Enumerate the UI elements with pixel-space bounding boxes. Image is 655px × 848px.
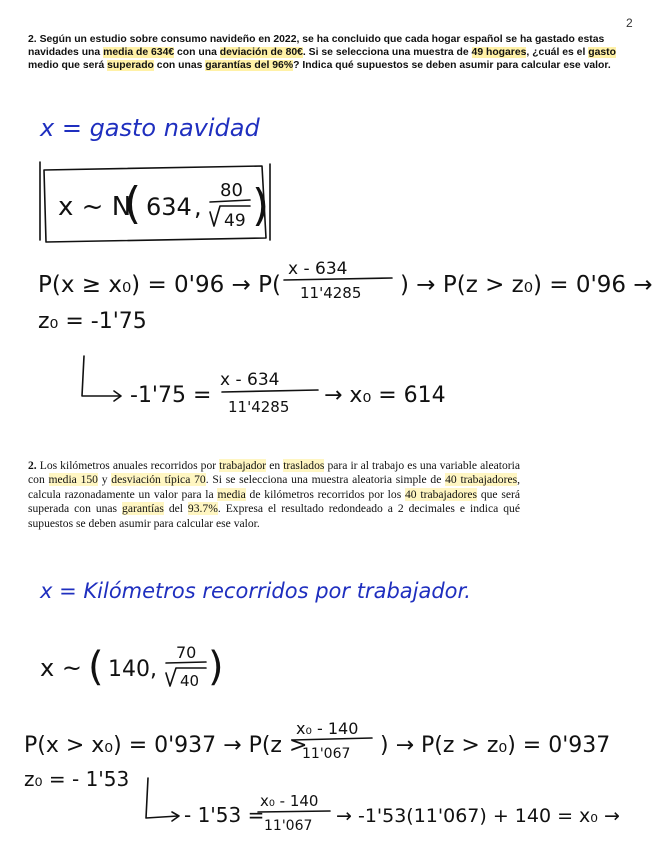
problem-1-statement <box>28 33 626 73</box>
probability-fraction-num-1: x - 634 <box>288 259 348 279</box>
highlight-40-trabajadores-2: 40 trabajadores <box>405 487 478 501</box>
distribution-mean-2: 140 <box>108 657 150 682</box>
distribution-prefix-1: x ~ N <box>58 192 132 222</box>
probability-equation-2-left: P(x > x₀) = 0'937 → P(z > <box>24 733 308 758</box>
handwritten-solution-1 <box>0 100 655 430</box>
distribution-mean-1: 634 <box>146 193 192 221</box>
open-paren: ( <box>124 178 142 229</box>
probability-fraction-den-1: 11'4285 <box>300 284 362 302</box>
problem-1-text: . Si se selecciona una muestra de <box>302 47 472 59</box>
problem-2-text: . Expresa el resultado redondeado a 2 decimales e indica qué supuestos se deben asumir para calcular ese valor. <box>28 502 520 530</box>
probability-equation-1-right: ) → P(z > z₀) = 0'96 → <box>400 272 653 298</box>
problem-2-text: de kilómetros recorridos por los <box>245 487 405 501</box>
distribution-prefix-2: x ~ <box>40 654 82 682</box>
close-paren-2: ) <box>208 644 224 690</box>
page-number: 2 <box>626 16 633 30</box>
problem-1-text: ? Indica qué supuestos se deben asumir para calcular ese valor. <box>293 60 611 72</box>
problem-2-text: . Si se selecciona una muestra aleatoria simple de <box>205 473 446 487</box>
highlight-desviacion: desviación típica 70 <box>111 473 206 487</box>
probability-fraction-den-2: 11'067 <box>302 746 351 762</box>
highlight-trabajador: trabajador <box>219 459 267 472</box>
problem-2-text: y <box>97 473 112 487</box>
highlight-sample-size: 49 hogares <box>471 47 527 59</box>
highlight-media-150: media 150 <box>48 473 98 487</box>
result-equation-1-right: → x₀ = 614 <box>324 383 446 408</box>
result-fraction-num-2: x₀ - 140 <box>260 792 319 810</box>
problem-2-text: , calcula razonadamente un valor para la <box>28 473 521 501</box>
handwritten-solution-2 <box>0 568 655 848</box>
variable-definition-2: x = Kilómetros recorridos por trabajador. <box>40 579 471 603</box>
highlight-garantias: garantías del 96% <box>205 60 294 72</box>
highlight-deviation: deviación de 80€ <box>219 47 303 59</box>
problem-1-text: , ¿cuál es el <box>526 47 589 59</box>
problem-2-statement <box>28 459 520 531</box>
problem-2-text: en <box>266 459 284 472</box>
problem-1-text: Según un estudio sobre consumo navideño en 2022, se ha concluido que cada hogar español se ha gastado estas navidades una <box>28 34 605 59</box>
distribution-box-1 <box>40 162 270 242</box>
result-equation-1-left: -1'75 = <box>130 383 212 408</box>
open-paren-2: ( <box>88 644 104 690</box>
problem-1-text: con una <box>174 47 220 59</box>
variable-definition-1: x = gasto navidad <box>40 114 260 142</box>
distribution-sd-num-1: 80 <box>220 180 243 201</box>
problem-2-number: 2. <box>28 459 37 472</box>
distribution-sd-den-2: 40 <box>180 672 200 690</box>
highlight-mean: media de 634€ <box>103 47 175 59</box>
result-fraction-den-2: 11'067 <box>264 818 313 834</box>
highlight-gasto: gasto <box>588 47 616 59</box>
probability-equation-2-right: ) → P(z > z₀) = 0'937 <box>380 733 611 758</box>
highlight-garantias-2: garantías <box>122 502 164 516</box>
problem-1-text: con unas <box>153 60 206 72</box>
problem-2-text: del <box>163 502 188 516</box>
highlight-media: media <box>217 487 246 501</box>
result-equation-2-left: - 1'53 = <box>184 803 265 827</box>
result-equation-2-right: → -1'53(11'067) + 140 = x₀ → <box>336 805 620 827</box>
arrow-hook-1 <box>82 356 120 396</box>
probability-equation-1-left: P(x ≥ x₀) = 0'96 → P( <box>38 272 282 298</box>
problem-2-text: que será superada con unas <box>28 487 521 516</box>
highlight-traslados: traslados <box>283 459 325 472</box>
comma-2: , <box>150 657 157 682</box>
problem-2-text: Los kilómetros anuales recorridos por <box>36 459 220 472</box>
highlight-40-trabajadores: 40 trabajadores <box>445 473 518 487</box>
distribution-sd-num-2: 70 <box>176 643 197 662</box>
problem-1-number: 2. <box>28 34 37 45</box>
problem-1-text: medio que será <box>28 60 108 72</box>
z-value-1: z₀ = -1'75 <box>38 309 147 334</box>
highlight-93-7: 93.7% <box>187 502 218 516</box>
distribution-sd-den-1: 49 <box>224 211 246 231</box>
probability-fraction-num-2: x₀ - 140 <box>296 719 359 738</box>
comma: , <box>194 193 202 221</box>
result-fraction-num-1: x - 634 <box>220 370 280 390</box>
highlight-superado: superado <box>107 60 154 72</box>
z-value-2: z₀ = - 1'53 <box>24 767 130 791</box>
result-fraction-den-1: 11'4285 <box>228 398 290 416</box>
problem-2-text: para ir al trabajo es una variable aleatoria con <box>28 459 520 487</box>
close-paren: ) <box>252 180 270 231</box>
